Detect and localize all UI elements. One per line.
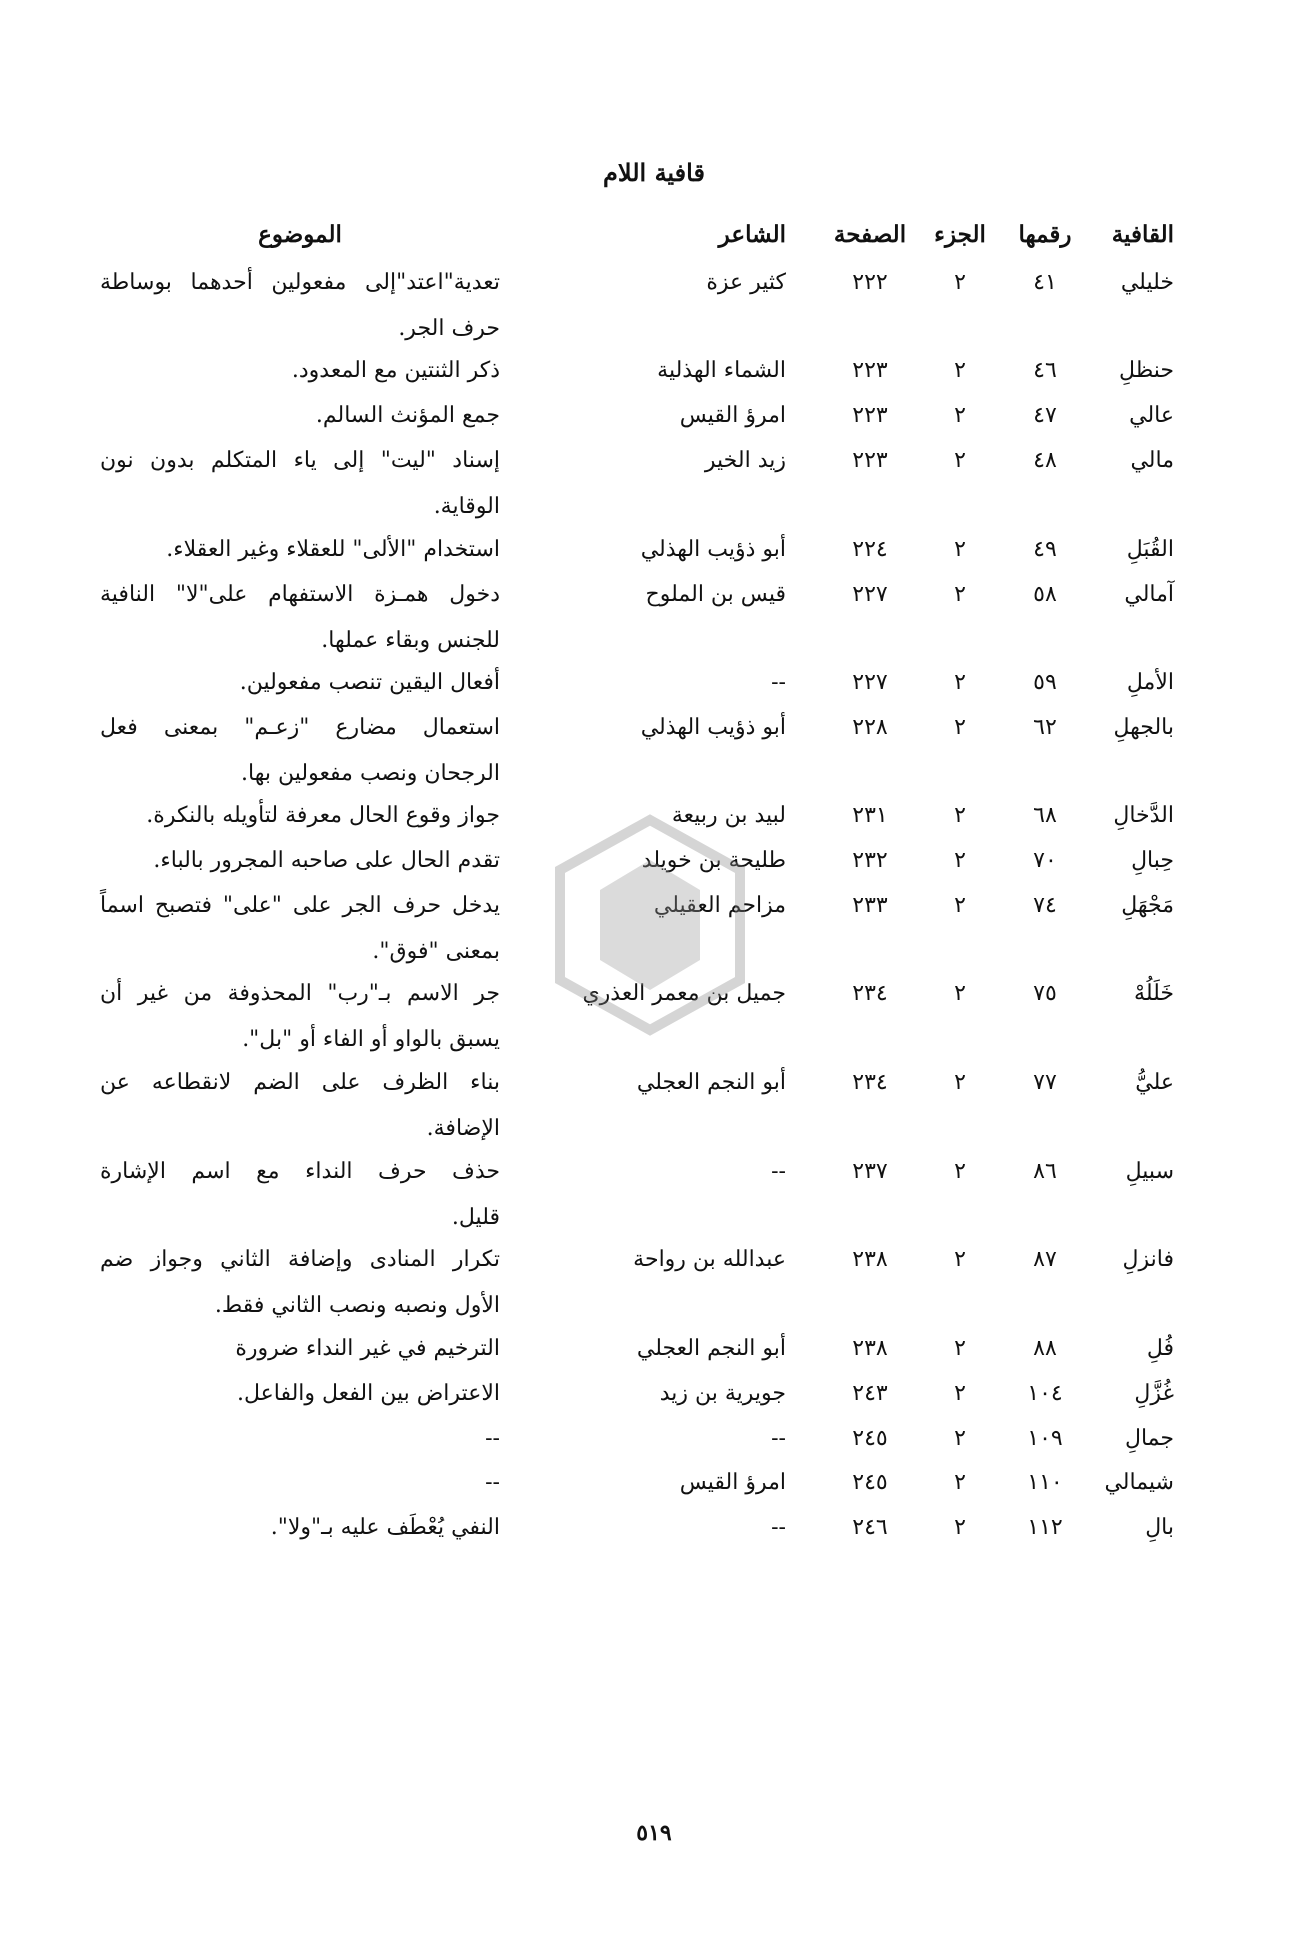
part-cell: ٢ xyxy=(954,981,966,1006)
topic-line: للجنس وبقاء عملها. xyxy=(321,628,500,653)
rhyme-cell: حِبالِ xyxy=(1131,848,1174,873)
rhyme-cell: بالِ xyxy=(1145,1515,1174,1540)
topic-line: النفي يُعْطَف عليه بـ"ولا". xyxy=(270,1515,500,1540)
page-cell: ٢٣٢ xyxy=(852,848,888,873)
page-cell: ٢٤٥ xyxy=(852,1426,888,1451)
rhyme-cell: جمالِ xyxy=(1124,1426,1174,1451)
topic-line: بمعنى "فوق". xyxy=(372,939,500,964)
table-row xyxy=(0,1371,1308,1417)
number-cell: ١١٢ xyxy=(1027,1515,1063,1540)
part-cell: ٢ xyxy=(954,715,966,740)
number-cell: ٨٧ xyxy=(1033,1247,1057,1272)
topic-cell xyxy=(100,260,500,352)
rhyme-cell: حنظلِ xyxy=(1119,358,1174,383)
part-cell: ٢ xyxy=(954,1426,966,1451)
header-number: رقمها xyxy=(1018,221,1072,248)
part-cell: ٢ xyxy=(954,448,966,473)
poet-cell: -- xyxy=(771,1159,786,1184)
topic-line: جر الاسم بـ"رب" المحذوفة من غير أن xyxy=(100,981,500,1006)
poet-cell: كثير عزة xyxy=(706,270,786,295)
topic-cell xyxy=(100,1060,500,1152)
poet-cell: مزاحم العقيلي xyxy=(653,893,786,918)
table-row xyxy=(0,572,1308,653)
rhyme-cell: مَجْهَلِ xyxy=(1121,893,1174,918)
number-cell: ٦٢ xyxy=(1033,715,1057,740)
poet-cell: أبو النجم العجلي xyxy=(636,1336,786,1361)
table-row xyxy=(0,660,1308,706)
topic-line: الإضافة. xyxy=(426,1116,500,1141)
poet-cell: أبو ذؤيب الهذلي xyxy=(640,537,786,562)
topic-line: بناء الظرف على الضم لانقطاعه عن xyxy=(100,1070,500,1095)
poet-cell: لبيد بن ربيعة xyxy=(671,803,786,828)
number-cell: ٥٩ xyxy=(1033,670,1057,695)
part-cell: ٢ xyxy=(954,1381,966,1406)
part-cell: ٢ xyxy=(954,670,966,695)
part-cell: ٢ xyxy=(954,803,966,828)
page-cell: ٢٣٤ xyxy=(852,1070,888,1095)
part-cell: ٢ xyxy=(954,1070,966,1095)
table-row xyxy=(0,348,1308,394)
table-row xyxy=(0,1237,1308,1318)
header-poet: الشاعر xyxy=(718,221,786,248)
section-title: قافية اللام xyxy=(603,158,705,187)
topic-line: جمع المؤنث السالم. xyxy=(315,403,500,428)
part-cell: ٢ xyxy=(954,1336,966,1361)
topic-cell xyxy=(100,1149,500,1241)
rhyme-cell: فانزلِ xyxy=(1122,1247,1174,1272)
page-cell: ٢٢٣ xyxy=(852,358,888,383)
page-cell: ٢٣١ xyxy=(852,803,888,828)
part-cell: ٢ xyxy=(954,1515,966,1540)
topic-line: يدخل حرف الجر على "على" فتصبح اسماً xyxy=(100,893,500,918)
topic-line: -- xyxy=(485,1426,500,1451)
part-cell: ٢ xyxy=(954,1159,966,1184)
topic-line: يسبق بالواو أو الفاء أو "بل". xyxy=(242,1027,500,1052)
topic-cell xyxy=(100,438,500,530)
topic-line: تكرار المنادى وإضافة الثاني وجواز ضم xyxy=(100,1247,500,1272)
page-cell: ٢٢٢ xyxy=(852,270,888,295)
part-cell: ٢ xyxy=(954,403,966,428)
page-number: ٥١٩ xyxy=(636,1820,672,1846)
number-cell: ٧٥ xyxy=(1033,981,1057,1006)
poet-cell: أبو النجم العجلي xyxy=(636,1070,786,1095)
poet-cell: أبو ذؤيب الهذلي xyxy=(640,715,786,740)
rhyme-cell: الدَّخالِ xyxy=(1113,803,1174,828)
topic-line: حرف الجر. xyxy=(398,316,500,341)
rhyme-cell: عالي xyxy=(1129,403,1174,428)
table-row xyxy=(0,705,1308,786)
page-cell: ٢٢٣ xyxy=(852,448,888,473)
poet-cell: جويرية بن زيد xyxy=(659,1381,786,1406)
page-cell: ٢٢٧ xyxy=(852,670,888,695)
topic-line: الأول ونصبه ونصب الثاني فقط. xyxy=(214,1293,500,1318)
topic-line: جواز وقوع الحال معرفة لتأويله بالنكرة. xyxy=(146,803,500,828)
rhyme-cell: فُلِ xyxy=(1146,1336,1174,1361)
part-cell: ٢ xyxy=(954,582,966,607)
number-cell: ٨٨ xyxy=(1033,1336,1057,1361)
rhyme-cell: خَلَلُهْ xyxy=(1134,981,1174,1006)
number-cell: ١٠٤ xyxy=(1027,1381,1063,1406)
poet-cell: -- xyxy=(771,670,786,695)
poet-cell: امرؤ القيس xyxy=(679,403,786,428)
topic-line: دخول همـزة الاستفهام على"لا" النافية xyxy=(100,582,500,607)
topic-cell xyxy=(100,527,500,573)
page-cell: ٢٢٧ xyxy=(852,582,888,607)
number-cell: ٥٨ xyxy=(1033,582,1057,607)
table-header xyxy=(0,212,1308,258)
rhyme-cell: بالجهلِ xyxy=(1113,715,1174,740)
topic-line: استخدام "الألى" للعقلاء وغير العقلاء. xyxy=(166,537,500,562)
topic-cell xyxy=(100,883,500,975)
number-cell: ١٠٩ xyxy=(1027,1426,1063,1451)
topic-cell xyxy=(100,971,500,1063)
part-cell: ٢ xyxy=(954,270,966,295)
number-cell: ٦٨ xyxy=(1033,803,1057,828)
rhyme-cell: الأملِ xyxy=(1126,670,1174,695)
part-cell: ٢ xyxy=(954,1247,966,1272)
number-cell: ٤٨ xyxy=(1033,448,1057,473)
page-cell: ٢٢٨ xyxy=(852,715,888,740)
topic-line: الوقاية. xyxy=(433,494,500,519)
topic-cell xyxy=(100,348,500,394)
page-cell: ٢٣٤ xyxy=(852,981,888,1006)
rhyme-cell: خليلي xyxy=(1120,270,1174,295)
topic-cell xyxy=(100,705,500,797)
rhyme-cell: القُبَلِ xyxy=(1126,537,1174,562)
topic-cell xyxy=(100,1460,500,1506)
topic-line: الرجحان ونصب مفعولين بها. xyxy=(241,761,500,786)
number-cell: ٤٩ xyxy=(1033,537,1057,562)
topic-line: -- xyxy=(485,1470,500,1495)
table-row xyxy=(0,438,1308,519)
topic-line: أفعال اليقين تنصب مفعولين. xyxy=(239,670,500,695)
topic-line: حذف حرف النداء مع اسم الإشارة xyxy=(100,1159,500,1184)
topic-line: الاعتراض بين الفعل والفاعل. xyxy=(236,1381,500,1406)
number-cell: ١١٠ xyxy=(1027,1470,1063,1495)
table-row xyxy=(0,1460,1308,1506)
page-cell: ٢٣٨ xyxy=(852,1336,888,1361)
poet-cell: عبدالله بن رواحة xyxy=(633,1247,786,1272)
topic-line: استعمال مضارع "زعـم" بمعنى فعل xyxy=(100,715,500,740)
topic-line: تعدية"اعتد"إلى مفعولين أحدهما بوساطة xyxy=(100,270,500,295)
page-cell: ٢٤٦ xyxy=(852,1515,888,1540)
number-cell: ٤٦ xyxy=(1033,358,1057,383)
poet-cell: طليحة بن خويلد xyxy=(641,848,786,873)
page-cell: ٢٤٥ xyxy=(852,1470,888,1495)
number-cell: ٧٤ xyxy=(1033,893,1057,918)
page-cell: ٢٢٣ xyxy=(852,403,888,428)
topic-cell xyxy=(100,793,500,839)
rhyme-cell: آمالي xyxy=(1124,582,1174,607)
page-cell: ٢٣٨ xyxy=(852,1247,888,1272)
topic-cell xyxy=(100,838,500,884)
table-row xyxy=(0,1326,1308,1372)
poet-cell: -- xyxy=(771,1426,786,1451)
header-rhyme: القافية xyxy=(1111,221,1174,248)
topic-line: تقدم الحال على صاحبه المجرور بالباء. xyxy=(153,848,500,873)
number-cell: ٨٦ xyxy=(1033,1159,1057,1184)
part-cell: ٢ xyxy=(954,848,966,873)
topic-line: ذكر الثنتين مع المعدود. xyxy=(291,358,500,383)
part-cell: ٢ xyxy=(954,537,966,562)
rhyme-cell: سبيلِ xyxy=(1125,1159,1174,1184)
topic-cell xyxy=(100,1371,500,1417)
topic-cell xyxy=(100,1416,500,1462)
header-page: الصفحة xyxy=(833,221,907,248)
table-row xyxy=(0,1060,1308,1141)
part-cell: ٢ xyxy=(954,358,966,383)
number-cell: ٧٧ xyxy=(1033,1070,1057,1095)
rhyme-cell: شيمالي xyxy=(1104,1470,1174,1495)
table-row xyxy=(0,527,1308,573)
poet-cell: زيد الخير xyxy=(704,448,786,473)
topic-cell xyxy=(100,393,500,439)
poet-cell: الشماء الهذلية xyxy=(657,358,786,383)
topic-line: الترخيم في غير النداء ضرورة xyxy=(235,1336,500,1361)
poet-cell: امرؤ القيس xyxy=(679,1470,786,1495)
rhyme-cell: غُزَّلِ xyxy=(1134,1381,1174,1406)
table-row xyxy=(0,1416,1308,1462)
part-cell: ٢ xyxy=(954,893,966,918)
topic-cell xyxy=(100,1237,500,1329)
topic-cell xyxy=(100,572,500,664)
topic-cell xyxy=(100,1505,500,1551)
poet-cell: -- xyxy=(771,1515,786,1540)
rhyme-cell: عليُّ xyxy=(1135,1070,1174,1095)
topic-cell xyxy=(100,660,500,706)
table-row xyxy=(0,260,1308,341)
page-cell: ٢٣٣ xyxy=(852,893,888,918)
page-cell: ٢٤٣ xyxy=(852,1381,888,1406)
table-row xyxy=(0,1149,1308,1230)
watermark-seal xyxy=(540,810,760,1040)
page-cell: ٢٢٤ xyxy=(852,537,888,562)
poet-cell: جميل بن معمر العذري xyxy=(582,981,786,1006)
topic-cell xyxy=(100,1326,500,1372)
rhyme-cell: مالي xyxy=(1130,448,1174,473)
number-cell: ٤٧ xyxy=(1033,403,1057,428)
number-cell: ٧٠ xyxy=(1033,848,1057,873)
poet-cell: قيس بن الملوح xyxy=(645,582,786,607)
table-row xyxy=(0,393,1308,439)
number-cell: ٤١ xyxy=(1033,270,1057,295)
header-topic: الموضوع xyxy=(258,221,342,248)
table-row xyxy=(0,1505,1308,1551)
header-part: الجزء xyxy=(934,221,986,248)
page-cell: ٢٣٧ xyxy=(852,1159,888,1184)
part-cell: ٢ xyxy=(954,1470,966,1495)
topic-line: قليل. xyxy=(451,1205,500,1230)
topic-line: إسناد "ليت" إلى ياء المتكلم بدون نون xyxy=(100,448,500,473)
